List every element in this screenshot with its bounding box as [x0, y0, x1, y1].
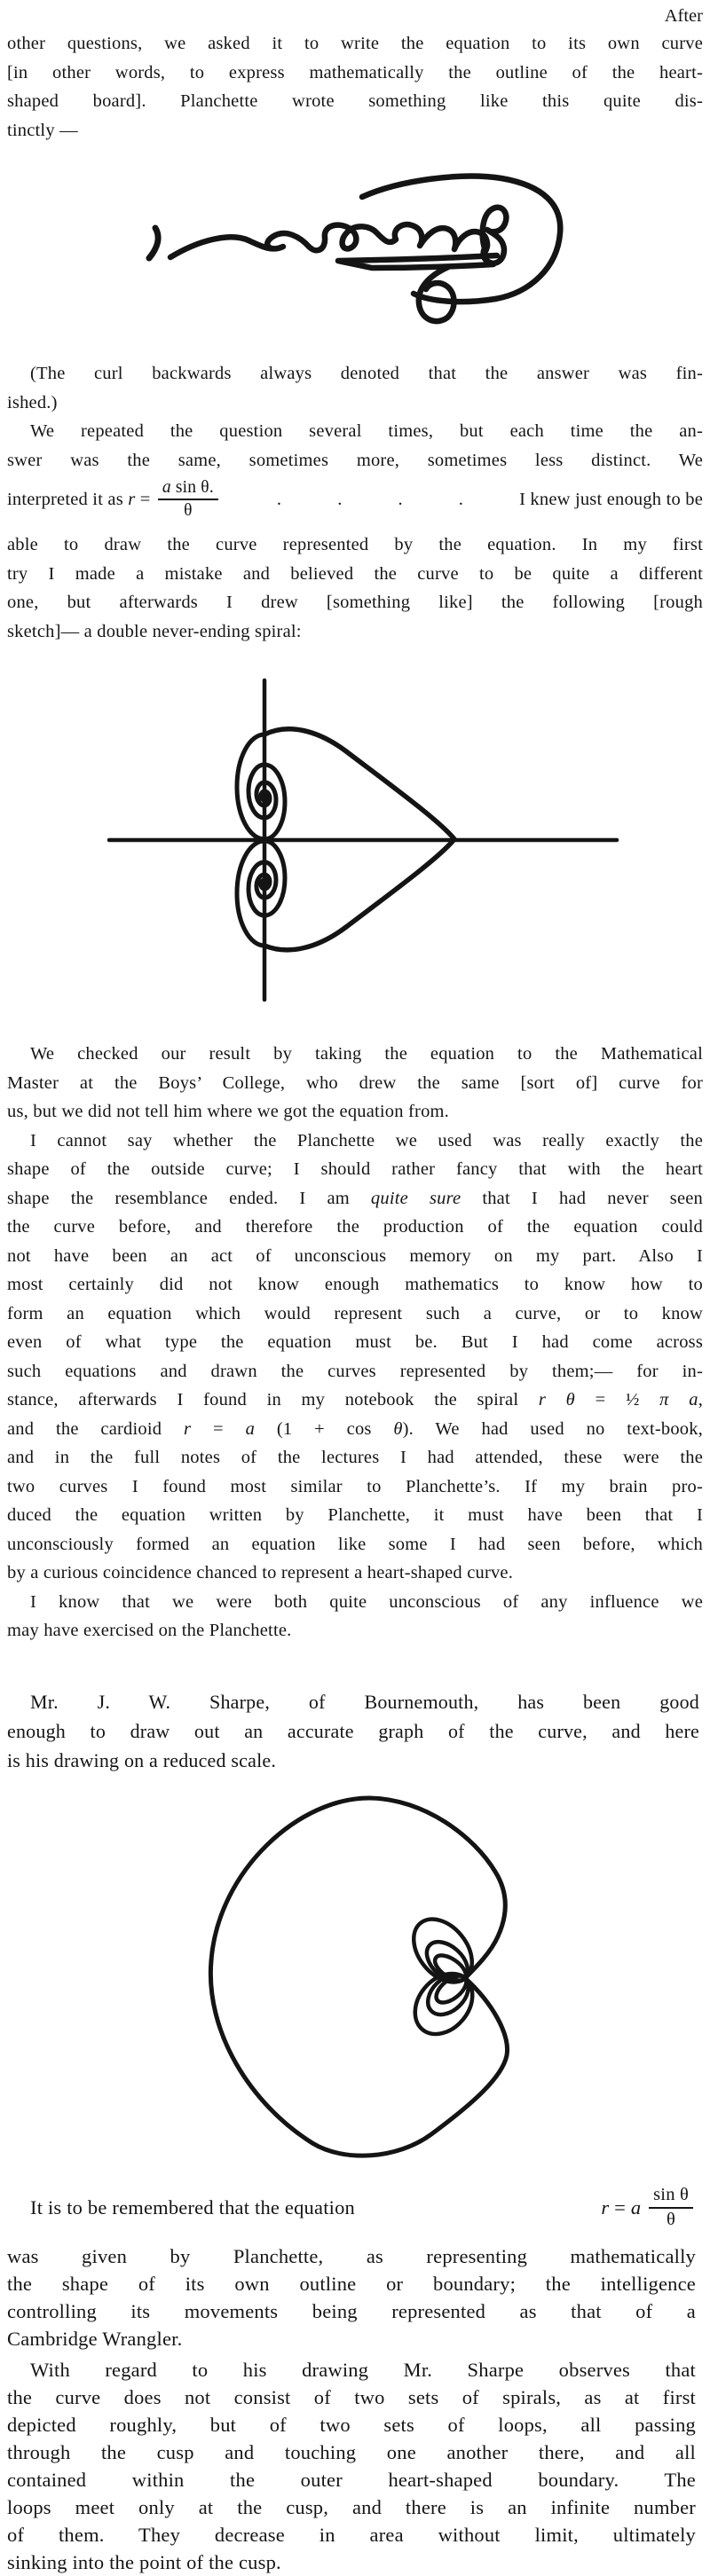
text-line: We repeated the question several times, but each time the an-: [30, 421, 703, 441]
scrawl-wave-stroke: [170, 224, 487, 257]
paragraph: [7, 530, 703, 646]
paragraph: [7, 2242, 696, 2352]
text-line: us, but we did not tell him where we got the equation from.: [7, 1102, 450, 1121]
text-line: shape of the outside curve; I should rather fancy that with the heart: [7, 1159, 703, 1179]
text-line: Master at the Boys’ College, who drew the same [sort of] curve for: [7, 1072, 703, 1093]
scrawl-theta-descender-stroke: [419, 267, 454, 321]
text-line: unconsciously formed an equation like some I had seen before, which: [7, 1534, 703, 1554]
ellipsis-dot: .: [337, 489, 343, 509]
paragraph: [7, 417, 703, 475]
scrawl-apostrophe-stroke: [149, 228, 158, 258]
text-line: I cannot say whether the Planchette we used was really exactly the: [30, 1130, 703, 1151]
text-line: the curve before, and therefore the production of the equation could: [7, 1217, 703, 1237]
text-line: sinking into the point of the cusp.: [7, 2551, 281, 2573]
text-line: stance, afterwards I found in my notebook the spiral r θ = ½ π a,: [7, 1390, 704, 1410]
catchword: After: [664, 6, 703, 26]
text-line: ished.): [7, 392, 58, 412]
equation-left: interpreted it as r = $\frac{\text{a sin θ.}}{\theta}$: [7, 479, 221, 521]
text-line: tinctly —: [7, 120, 78, 140]
text-line: loops meet only at the cusp, and there is an infinite number: [7, 2496, 696, 2518]
text-line: Mr. J. W. Sharpe, of Bournemouth, has been good: [30, 1691, 699, 1713]
text-line: try I made a mistake and believed the curve to be quite a different: [7, 563, 703, 584]
text-line: I know that we were both quite unconscious of any influence we: [30, 1591, 703, 1612]
text-line: contained within the outer heart-shaped boundary. The: [7, 2469, 696, 2491]
text-line: With regard to his drawing Mr. Sharpe observes that: [30, 2359, 696, 2381]
text-line: was given by Planchette, as representing mathematically: [7, 2245, 696, 2267]
lower-spiral: [237, 841, 285, 946]
paragraph: [7, 359, 703, 417]
text-line: Cambridge Wrangler.: [7, 2328, 183, 2350]
paragraph: [7, 1040, 703, 1645]
equation-right: r = a $\frac{\text{sin θ}}{\theta}$: [601, 2186, 696, 2229]
ellipsis-dot: .: [458, 489, 464, 509]
text-line: and in the full notes of the lectures I had attended, these were the: [7, 1448, 703, 1467]
fraction: $\frac{\text{a sin θ.}}{\theta}$: [158, 479, 218, 521]
text-line: We checked our result by taking the equation to the Mathematical: [30, 1044, 703, 1064]
text-line: the shape of its own outline or boundary; the intelligence: [7, 2273, 696, 2295]
sharpe-accurate-curve-figure: [195, 1792, 532, 2164]
equation-before-text: It is to be remembered that the equation: [30, 2196, 356, 2219]
text-line: most certainly did not know enough mathematics to know how to: [7, 1275, 703, 1294]
scrawl-cross-stroke: [338, 255, 497, 268]
text-line: shape the resemblance ended. I am quite sure that I had never seen: [7, 1188, 703, 1208]
text-line: by a curious coincidence chanced to represent a heart-shaped curve.: [7, 1563, 514, 1583]
text-line: swer was the same, sometimes more, sometimes less distinct. We: [7, 450, 703, 470]
text-line: able to draw the curve represented by the equation. In my first: [7, 535, 703, 554]
text-line: shaped board]. Planchette wrote something like this quite dis-: [7, 91, 703, 111]
text-line: depicted roughly, but of two sets of loops, all passing: [7, 2414, 696, 2436]
paragraph: [7, 2356, 696, 2576]
text-line: of them. They decrease in area without limit, ultimately: [7, 2524, 696, 2546]
ellipsis-dot: .: [276, 489, 282, 509]
text-line: sketch]— a double never-ending spiral:: [7, 621, 302, 641]
equation-line: [7, 2175, 696, 2241]
equation-after-text: I knew just enough to be: [519, 489, 703, 509]
text-line: [in other words, to express mathematically the outline of the heart-: [7, 62, 703, 82]
text-line: such equations and drawn the curves represented by them;— for in-: [7, 1361, 703, 1381]
text-line: (The curl backwards always denoted that the answer was fin-: [30, 364, 703, 383]
text-line: is his drawing on a reduced scale.: [7, 1749, 277, 1771]
paragraph: [7, 29, 703, 145]
ellipsis-dot: .: [398, 489, 403, 509]
text-line: enough to draw out an accurate graph of the curve, and here: [7, 1720, 699, 1742]
text-line: two curves I found most similar to Planchette’s. If my brain pro-: [7, 1476, 703, 1496]
text-line: other questions, we asked it to write the equation to its own curve: [7, 34, 703, 53]
planchette-scrawl-figure: [124, 164, 586, 355]
text-line: form an equation which would represent such a curve, or to know: [7, 1303, 703, 1323]
text-line: the curve does not consist of two sets of spirals, as at first: [7, 2386, 696, 2408]
text-line: and the cardioid r = a (1 + cos θ). We had used no text-book,: [7, 1418, 703, 1439]
text-line: through the cusp and touching one another there, and all: [7, 2441, 696, 2463]
text-line: even of what type the equation must be. But I had come across: [7, 1332, 703, 1352]
paragraph: [7, 1687, 699, 1775]
upper-spiral: [237, 734, 285, 839]
text-line: controlling its movements being represented as that of a: [7, 2300, 696, 2322]
text-line: one, but afterwards I drew [something like] the following [rough: [7, 593, 703, 612]
fraction: $\frac{\text{sin θ}}{\theta}$: [649, 2186, 693, 2229]
text-line: duced the equation written by Planchette, it must have been that I: [7, 1505, 703, 1525]
text-line: may have exercised on the Planchette.: [7, 1621, 292, 1640]
rough-sketch-spiral-figure: [89, 670, 639, 1016]
text-line: not have been an act of unconscious memory on my part. Also I: [7, 1245, 703, 1266]
equation-line: [7, 468, 703, 530]
